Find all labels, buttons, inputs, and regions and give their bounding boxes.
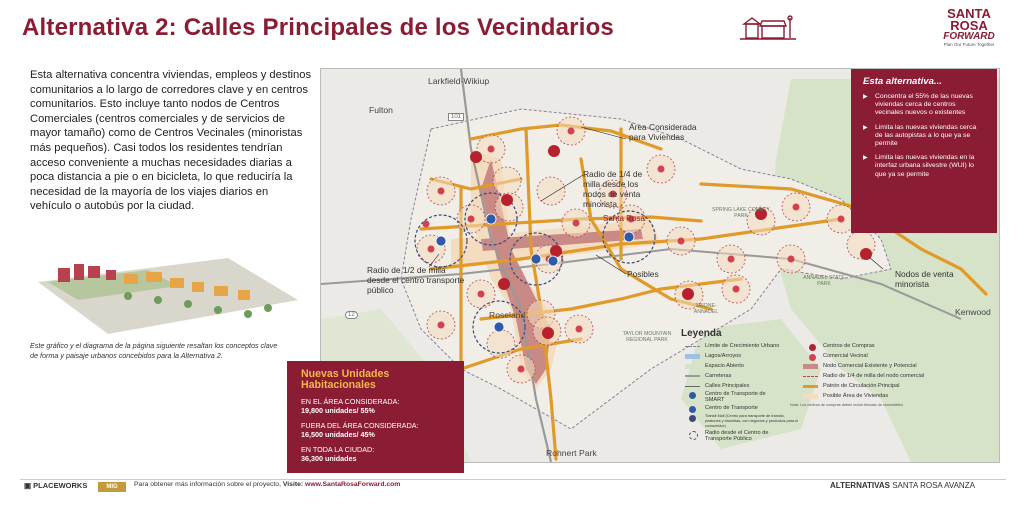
highway-12-shield: 12	[345, 311, 358, 319]
housing-units-box	[287, 361, 464, 473]
units-outside-label: FUERA DEL ÁREA CONSIDERADA:	[301, 421, 419, 430]
esta-heading: Esta alternativa...	[863, 76, 942, 87]
footer-more-info: Para obtener más información sobre el proyecto, Visite: www.SantaRosaForward.com	[134, 481, 401, 488]
page-title: Alternativa 2: Calles Principales de los Vecindarios	[22, 14, 614, 41]
legend-item: Centros de Compras	[823, 343, 875, 349]
legend-item: Transit Mall (Centro para transporte de tránsito, peatones y bicicletas, con negocios y productos para el consumidor)	[705, 414, 799, 428]
park-annadel: ANNADEL STATE PARK	[803, 275, 845, 288]
esta-alternativa-box	[851, 69, 997, 233]
units-heading-1: Nuevas Unidades	[301, 368, 390, 380]
park-taylor-mountain: TAYLOR MOUNTAIN REGIONAL PARK	[622, 331, 672, 344]
legend-item: Centro de Transporte	[705, 405, 758, 411]
legend-item: Carreteras	[705, 373, 732, 379]
park-trione-annadel: TRIONE-ANNADEL	[693, 303, 719, 316]
footer-divider	[20, 479, 1006, 480]
units-outside-value: 16,500 unidades/ 45%	[301, 430, 375, 439]
annotation-posibles: Posibles	[627, 269, 659, 279]
legend-item: Patrón de Circulación Principal	[823, 383, 900, 389]
legend-item: Espacio Abierto	[705, 363, 744, 369]
place-roseland: Roseland	[489, 310, 526, 320]
units-inside-value: 19,800 unidades/ 55%	[301, 406, 375, 415]
legend-item: Radio de 1/4 de milla del nodo comercial	[823, 373, 925, 379]
legend-item: Lagos/Arroyos	[705, 353, 742, 359]
map-legend	[673, 326, 991, 458]
santa-rosa-forward-logo: SANTA ROSA FORWARD Plan Our Future Together	[943, 6, 995, 47]
mig-logo: MIG	[98, 482, 126, 492]
esta-item: ▶ Limita las nuevas viviendas en la interfaz urbana silvestre (WUI) lo que ya se permite	[863, 154, 981, 179]
units-city-label: EN TODA LA CIUDAD:	[301, 445, 375, 454]
annotation-area-considerada: Área Considerada para Viviendas	[629, 122, 697, 142]
intro-paragraph: Esta alternativa concentra viviendas, empleos y destinos comunitarios a lo largo de corredores clave y en centros comunitarios. Esto incluye tanto nodos de Centros Comerciales (centros comerciales y de servicios de mayor tamaño) como de Centros Vecinales (minoristas más pequeños). Casi todos los residentes tendrían acceso conveniente a muchas necesidades diarias a poca distancia a pie o en bicicleta, lo que reduciría la necesidad de la mayoría de los viajes diarios en vehículo o autobús por la ciudad.	[30, 69, 312, 213]
legend-item: Nodo Comercial Existente y Potencial	[823, 363, 917, 369]
esta-item: ▶ Concentra el 55% de las nuevas viviendas cerca de centros vecinales nuevos o existentes	[863, 93, 981, 118]
units-heading-2: Habitacionales	[301, 379, 376, 391]
legend-item: Límite de Crecimiento Urbano	[705, 343, 780, 349]
place-rohnert-park: Rohnert Park	[546, 448, 597, 458]
place-santa-rosa: Santa Rosa	[603, 214, 645, 223]
legend-item: Calles Principales	[705, 383, 750, 389]
units-inside-label: EN EL ÁREA CONSIDERADA:	[301, 397, 400, 406]
place-larkfield: Larkfield-Wikiup	[428, 76, 490, 86]
legend-item: Radio desde el Centro de Transporte Público	[705, 430, 769, 443]
park-spring-lake: SPRING LAKE COUNTY PARK	[712, 207, 770, 220]
figure-caption: Este gráfico y el diagrama de la página siguiente resaltan los conceptos clave de forma y paisaje urbanos concebidos para la Alternativa 2.	[30, 341, 278, 360]
urban-form-rendering	[28, 238, 300, 338]
legend-item: Comercial Vecinal	[823, 353, 868, 359]
esta-item: ▶ Limita las nuevas viviendas cerca de las autopistas a lo que ya se permite	[863, 124, 981, 149]
legend-title: Leyenda	[681, 328, 722, 339]
legend-item: Posible Área de Viviendas	[823, 393, 889, 399]
footer-series-title: ALTERNATIVAS SANTA ROSA AVANZA	[830, 481, 975, 490]
highway-101-shield: 101	[448, 113, 464, 121]
annotation-nodos: Nodos de venta minorista	[895, 269, 954, 289]
place-kenwood: Kenwood	[955, 307, 991, 317]
storefront-icon	[738, 14, 798, 42]
project-website-link[interactable]: www.SantaRosaForward.com	[305, 481, 401, 488]
legend-note: Nota: Los centros de compras deben incluir tiendas de comestibles	[790, 403, 903, 407]
legend-item: Centro de Transporte de SMART	[705, 391, 766, 404]
annotation-half-mile: Radio de 1/2 de milla desde el centro transporte público	[367, 265, 465, 295]
place-fulton: Fulton	[369, 105, 393, 115]
annotation-quarter-mile: Radio de 1/4 de milla desde los nodos de venta minorista	[583, 169, 643, 209]
placeworks-logo: ▣ PLACEWORKS	[24, 481, 88, 490]
units-city-value: 36,300 unidades	[301, 454, 357, 463]
